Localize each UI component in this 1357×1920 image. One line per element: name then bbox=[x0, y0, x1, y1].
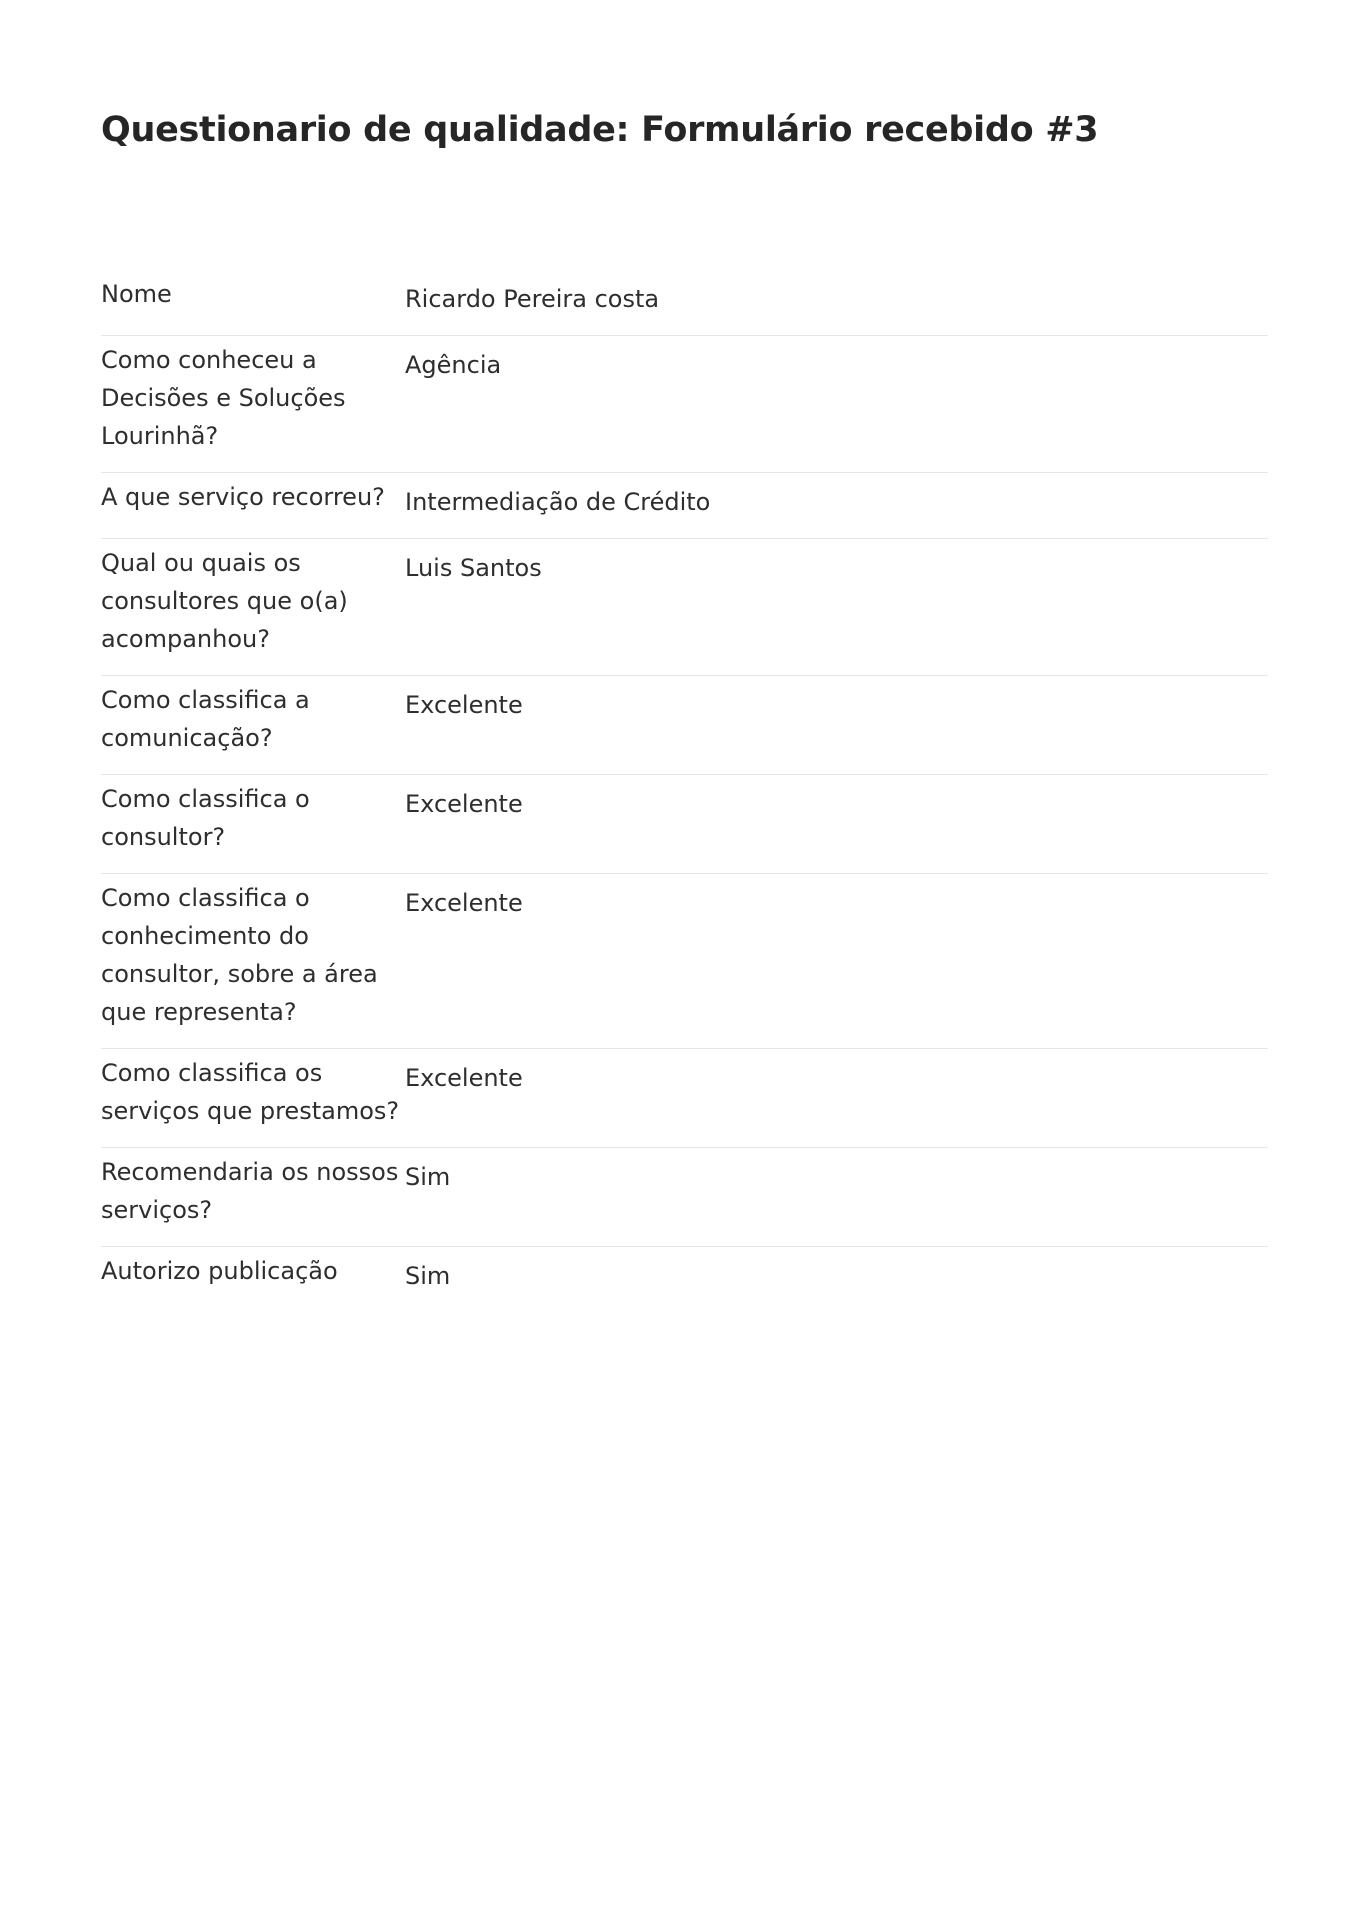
answer-value: Sim bbox=[405, 1163, 451, 1191]
response-row-services-rating bbox=[101, 1049, 1268, 1148]
question-label: Autorizo publicação bbox=[101, 1257, 338, 1285]
question-label: Como conheceu a Decisões e Soluções Lourinhã? bbox=[101, 346, 346, 450]
response-row-name bbox=[101, 270, 1268, 336]
response-row-consultant bbox=[101, 775, 1268, 874]
answer-value: Agência bbox=[405, 351, 502, 379]
response-row-consultants bbox=[101, 539, 1268, 676]
answer-value: Excelente bbox=[405, 1064, 523, 1092]
question-label: Recomendaria os nossos serviços? bbox=[101, 1158, 399, 1224]
question-label: Como classifica os serviços que prestamos? bbox=[101, 1059, 400, 1125]
answer-value: Excelente bbox=[405, 889, 523, 917]
responses-table bbox=[101, 270, 1268, 1312]
response-row-recommend bbox=[101, 1148, 1268, 1247]
page-title: Questionario de qualidade: Formulário recebido #3 bbox=[101, 110, 1099, 150]
question-label: Qual ou quais os consultores que o(a) acompanhou? bbox=[101, 549, 348, 653]
answer-value: Sim bbox=[405, 1262, 451, 1290]
question-label: Como classifica a comunicação? bbox=[101, 686, 310, 752]
response-row-knowledge bbox=[101, 874, 1268, 1049]
response-row-publication bbox=[101, 1247, 1268, 1312]
answer-value: Intermediação de Crédito bbox=[405, 488, 711, 516]
question-label: Como classifica o consultor? bbox=[101, 785, 310, 851]
answer-value: Ricardo Pereira costa bbox=[405, 285, 660, 313]
answer-value: Excelente bbox=[405, 790, 523, 818]
question-label: A que serviço recorreu? bbox=[101, 483, 385, 511]
question-label: Como classifica o conhecimento do consultor, sobre a área que representa? bbox=[101, 884, 378, 1026]
answer-value: Excelente bbox=[405, 691, 523, 719]
response-row-communication bbox=[101, 676, 1268, 775]
response-row-source bbox=[101, 336, 1268, 473]
response-row-service bbox=[101, 473, 1268, 539]
question-label: Nome bbox=[101, 280, 172, 308]
answer-value: Luis Santos bbox=[405, 554, 542, 582]
